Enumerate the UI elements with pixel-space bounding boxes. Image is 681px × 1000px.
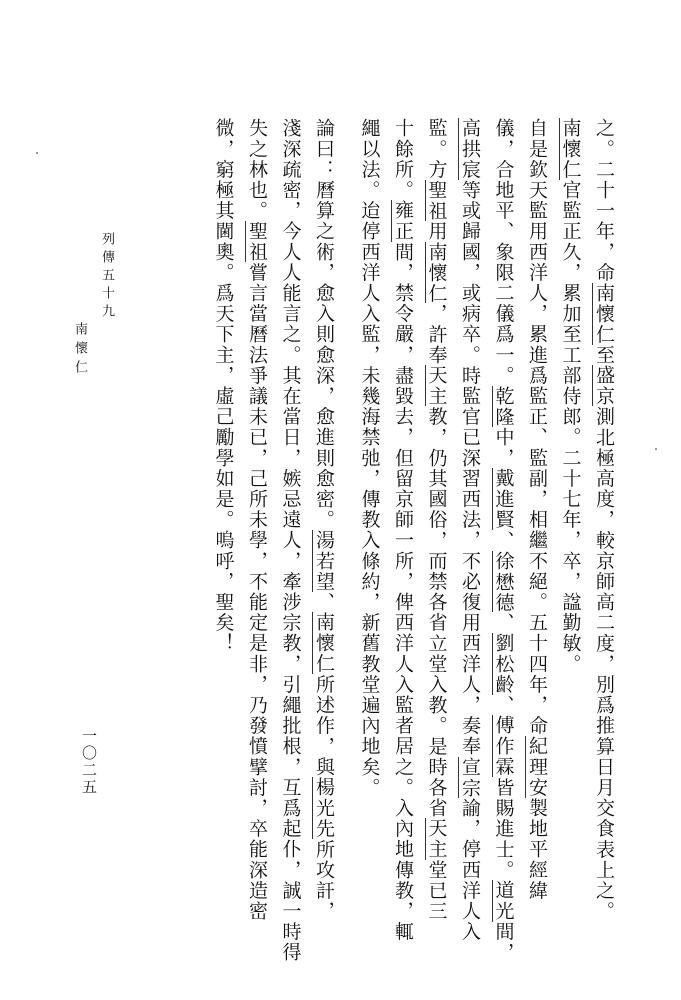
text-run: 製地平經緯 (526, 797, 548, 901)
text-column (386, 118, 420, 943)
text-run: 嘗言當曆法爭議未已，己所未學，不能定是非，乃發憤擘討，卒能深造密 (246, 262, 268, 922)
text-run: 間，禁令嚴，盡毀去，但留京師一所，俾西洋人入監者居之。入內地傳教，輒 (392, 241, 414, 943)
text-run: 中， (492, 427, 515, 469)
proper-name: 盛京 (593, 365, 615, 407)
text-run: 等或歸國，或病卒。時監官已深習西法，不必復用西洋人，奏奉 (459, 179, 481, 757)
proper-name: 宣宗 (459, 756, 481, 798)
text-run: 自是欽天監用西洋人，累進爲監正、監副，相繼不絕。五十四年，命 (526, 118, 548, 736)
proper-name: 聖祖 (246, 221, 268, 263)
text-column (307, 118, 341, 922)
page-number: 一〇二五 (80, 728, 98, 796)
proper-name: 乾隆 (492, 385, 515, 428)
proper-name: 南懷仁 (425, 241, 448, 304)
proper-name: 雍正 (392, 200, 414, 242)
text-run: 十餘所。 (392, 118, 414, 201)
text-column (453, 118, 487, 943)
proper-name: 天主 (425, 818, 448, 860)
main-text (150, 118, 620, 963)
text-run: 失之林也。 (246, 118, 268, 221)
text-run: 淺深疏密，今人人能言之。其在當日，嫉忌遠人，牽涉宗教，引繩批根，互爲起仆，誠一時得 (279, 118, 302, 963)
running-header-section: 列傳五十九 (99, 232, 114, 322)
proper-name: 湯若望 (313, 530, 335, 592)
text-run: 至 (593, 344, 615, 366)
text-column (419, 118, 453, 922)
text-run: ，許奉 (425, 303, 448, 366)
text-run: 間， (492, 921, 515, 963)
text-run: 所述作，與 (313, 674, 335, 778)
text-column (240, 118, 274, 922)
text-run: 測北極高度，較京師高二度，別爲推算日月交食表上之。 (593, 406, 615, 922)
proper-name: 楊光先 (313, 777, 335, 840)
text-run: 、 (492, 612, 515, 634)
text-run: 、 (492, 694, 515, 716)
proper-name: 紀理安 (526, 736, 548, 798)
text-run: 微，窮極其閫奧。爲天下主，虛己勵學如是。嗚呼，聖矣！ (212, 118, 235, 654)
proper-name: 天主 (425, 365, 448, 407)
proper-name: 傅作霖 (492, 715, 515, 778)
proper-name: 聖祖 (425, 179, 448, 222)
text-column (520, 118, 554, 901)
proper-name: 南懷仁 (593, 282, 615, 345)
text-run: 儀，合地平、象限二儀爲一。 (492, 118, 515, 386)
text-column (553, 118, 587, 808)
text-run: 用 (425, 221, 448, 242)
proper-name: 南懷仁 (559, 118, 582, 180)
proper-name: 道光 (492, 880, 515, 922)
text-run: 諭，停西洋人入 (459, 797, 481, 943)
text-run: 、 (492, 530, 515, 551)
text-column (352, 118, 386, 808)
text-column (587, 118, 621, 922)
proper-name: 高拱宸 (459, 118, 481, 180)
text-run: 之。二十一年，命 (593, 118, 615, 283)
proper-name: 戴進賢 (492, 468, 515, 531)
running-header-name: 南懷仁 (72, 322, 87, 379)
text-run: 繩以法。迨停西洋人入監，未幾海禁弛，傳教入條約，新舊教堂遍內地矣。 (358, 118, 381, 798)
text-run: 堂已三 (425, 859, 448, 922)
text-run: 教，仍其國俗，而禁各省立堂入教。是時各省 (425, 406, 448, 819)
text-run: 論曰：曆算之術，愈入則愈深，愈進則愈密。 (313, 118, 335, 530)
text-column (273, 118, 307, 963)
text-column (486, 118, 520, 963)
text-run: 所攻訐， (313, 839, 335, 922)
proper-name: 劉松齡 (492, 633, 515, 695)
text-column (206, 118, 240, 808)
proper-name: 南懷仁 (313, 612, 335, 675)
text-run: 監。方 (425, 118, 448, 180)
proper-name: 徐懋德 (492, 550, 515, 613)
text-run: 皆賜進士。 (492, 777, 515, 881)
text-run: 、 (313, 591, 335, 613)
paragraph-gap (340, 118, 352, 808)
text-run: 官監正久，累加至工部侍郎。二十七年，卒，諡勤敏。 (559, 179, 582, 675)
